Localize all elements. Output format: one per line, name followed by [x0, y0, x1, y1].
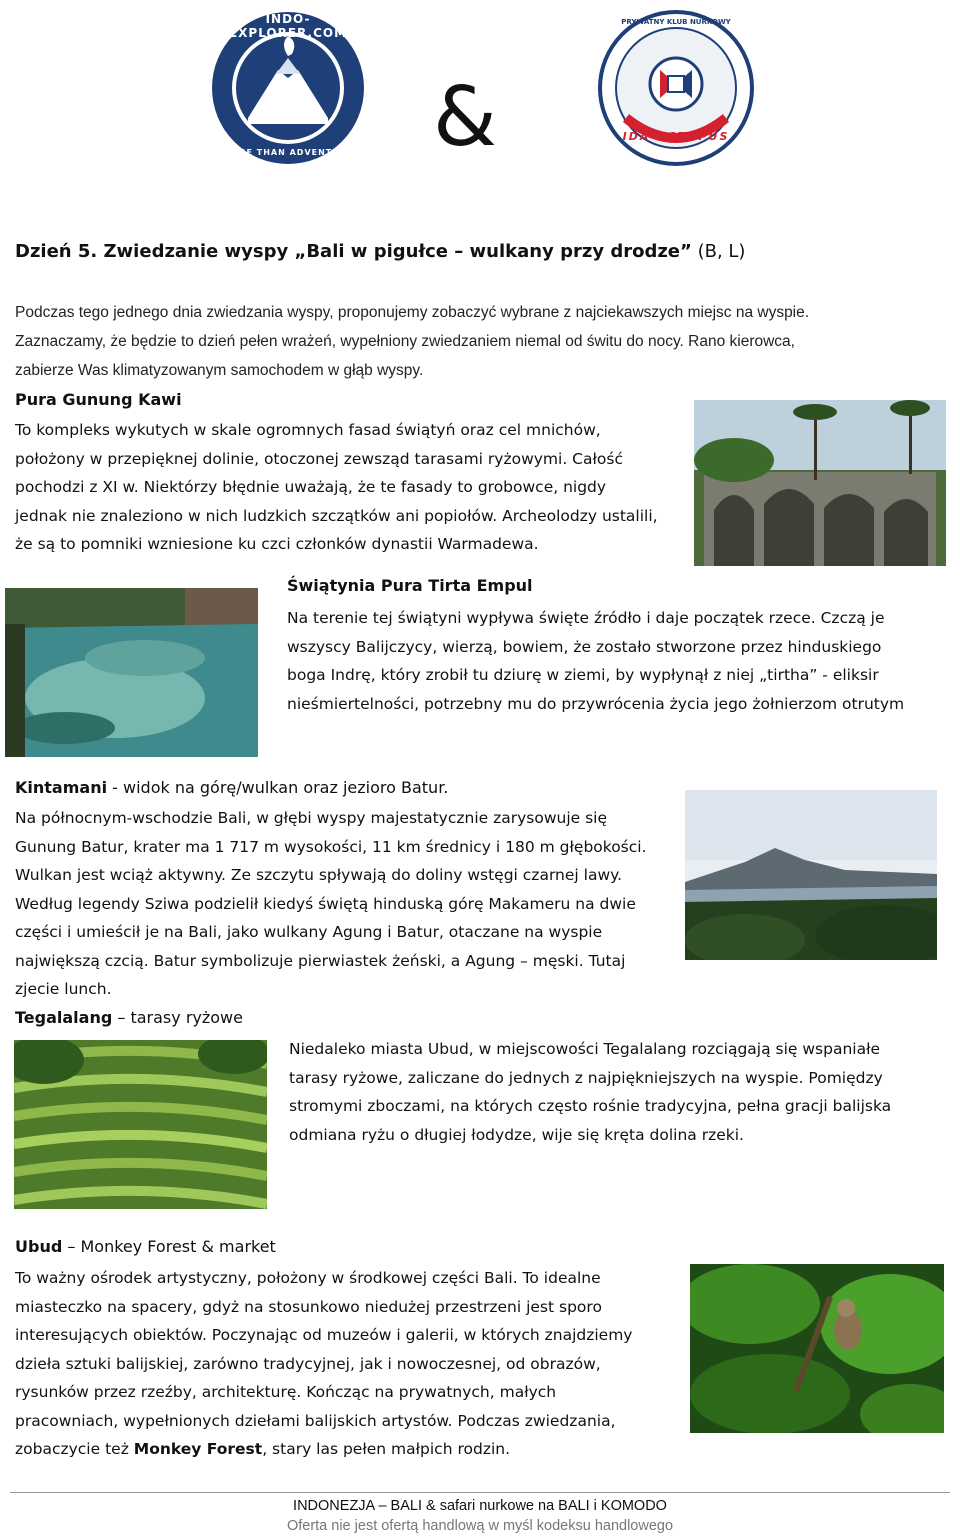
ida-octopus-logo: [596, 8, 756, 168]
footer-divider: [10, 1492, 950, 1493]
kintamani-heading: [15, 774, 448, 802]
day-title: [15, 238, 945, 266]
text-line: że są to pomniki wzniesione ku czci członków dynastii Warmadewa.: [15, 535, 539, 553]
text-line: zjecie lunch.: [15, 980, 112, 998]
ubud-heading-rest: – Monkey Forest & market: [62, 1237, 276, 1256]
intro-line: Zaznaczamy, że będzie to dzień pełen wrażeń, wypełniony zwiedzaniem niemal od świtu do nocy. Rano kierowca,: [15, 333, 795, 350]
text-line: wszyscy Balijczycy, wierzą, bowiem, że zostało stworzone przez hinduskiego: [287, 637, 882, 656]
day-title-text: Dzień 5. Zwiedzanie wyspy „Bali w pigułce – wulkany przy drodze”: [15, 241, 692, 262]
intro-paragraph: [15, 298, 960, 385]
gunung-kawi-heading: Pura Gunung Kawi: [15, 390, 182, 409]
text-line: miasteczko na spacery, gdyż na stosunkowo niedużej przestrzeni jest sporo: [15, 1297, 602, 1316]
text-line: pracowniach, wypełnionych dziełami balijskich artystów. Podczas zwiedzania,: [15, 1411, 616, 1430]
text-line: odmiana ryżu o długiej łodydze, wije się kręta dolina rzeki.: [289, 1125, 744, 1144]
text-line: Na terenie tej świątyni wypływa święte źródło i daje początek rzece. Czczą je: [287, 609, 885, 627]
ubud-heading-bold: Ubud: [15, 1237, 63, 1256]
ida-octopus-logo-top-text: PRYWATNY KLUB NURKOWY: [621, 18, 731, 26]
text-line: dzieła sztuki balijskiej, zarówno tradycyjnej, jak i nowoczesnej, od obrazów,: [15, 1354, 601, 1373]
kintamani-heading-rest: - widok na górę/wulkan oraz jezioro Batur.: [107, 778, 449, 797]
text-line: Wulkan jest wciąż aktywny. Ze szczytu spływają do doliny wstęgi czarnej lawy.: [15, 866, 623, 884]
gunung-kawi-text: [15, 416, 695, 559]
text-line: położony w przepięknej dolinie, otoczonej zewsząd tarasami ryżowymi. Całość: [15, 449, 623, 468]
indo-explorer-logo-tagline: MORE THAN ADVENTURE: [222, 148, 354, 157]
text-line: Według legendy Sziwa podzielił kiedyś świętą hinduską górę Makameru na dwie: [15, 894, 636, 913]
tirta-empul-text: [287, 604, 959, 718]
text-line: boga Indrę, który zrobił tu dziurę w ziemi, by wypłynął z niej „tirtha” - eliksir: [287, 666, 879, 684]
text-line: To ważny ośrodek artystyczny, położony w środkowej części Bali. To idealne: [15, 1269, 601, 1287]
kintamani-heading-bold: Kintamani: [15, 778, 108, 797]
ida-octopus-logo-name: IDA OCTOPUS: [622, 130, 730, 143]
kintamani-text: [15, 804, 687, 1004]
text-line: jednak nie znaleziono w nich ludzkich szczątków ani popiołów. Archeolodzy ustalili,: [15, 506, 658, 525]
text-line: tarasy ryżowe, zaliczane do jednych z najpiękniejszych na wyspie. Pomiędzy: [289, 1068, 883, 1087]
text-line: stromymi zboczami, na których często rośnie tradycyjna, pełna gracji balijska: [289, 1097, 892, 1115]
text-line: części i umieścił je na Bali, jako wulkany Agung i Batur, otaczane na wyspie: [15, 923, 603, 941]
kintamani-photo: [685, 790, 937, 960]
text-line: pochodzi z XI w. Niektórzy błędnie uważają, że te fasady to grobowce, nigdy: [15, 478, 607, 496]
text-line: Niedaleko miasta Ubud, w miejscowości Tegalalang rozciągają się wspaniałe: [289, 1040, 881, 1058]
tegalalang-photo: [14, 1040, 267, 1209]
tirta-empul-heading: Świątynia Pura Tirta Empul: [287, 576, 533, 595]
monkey-forest-bold: Monkey Forest: [133, 1440, 263, 1458]
tegalalang-heading-bold: Tegalalang: [15, 1008, 113, 1027]
tegalalang-heading-rest: – tarasy ryżowe: [112, 1008, 243, 1027]
gunung-kawi-photo: [694, 400, 946, 566]
footer-line-2: Oferta nie jest ofertą handlową w myśl kodeksu handlowego: [286, 1518, 674, 1534]
ubud-text: [15, 1264, 685, 1464]
ubud-last-line-end: , stary las pełen małpich rodzin.: [262, 1440, 511, 1458]
intro-line: Podczas tego jednego dnia zwiedzania wyspy, proponujemy zobaczyć wybrane z najciekawszych miejsc na wyspie.: [15, 304, 810, 321]
text-line: Na północnym-wschodzie Bali, w głębi wyspy majestatycznie zarysowuje się: [15, 809, 608, 827]
day-meals: (B, L): [697, 241, 746, 262]
text-line: To kompleks wykutych w skale ogromnych fasad świątyń oraz cel mnichów,: [15, 421, 601, 439]
text-line: Gunung Batur, krater ma 1 717 m wysokości, 11 km średnicy i 180 m głębokości.: [15, 837, 647, 856]
indo-explorer-logo: [208, 8, 368, 168]
ubud-last-line-start: zobaczycie też: [15, 1440, 134, 1458]
intro-line: zabierze Was klimatyzowanym samochodem w głąb wyspy.: [15, 362, 424, 379]
footer-line-1: INDONEZJA – BALI & safari nurkowe na BALI i KOMODO: [293, 1498, 667, 1514]
text-line: rysunków przez rzeźby, architekturę. Kończąc na prywatnych, małych: [15, 1383, 557, 1401]
ampersand: &: [433, 70, 497, 165]
text-line: interesujących obiektów. Poczynając od muzeów i galerii, w których znajdziemy: [15, 1326, 633, 1344]
tegalalang-text: [289, 1035, 959, 1149]
tirta-empul-photo: [5, 588, 258, 757]
indo-explorer-logo-text: INDO-EXPLORER.COM: [228, 12, 348, 40]
text-line: największą czcią. Batur symbolizuje pierwiastek żeński, a Agung – męski. Tutaj: [15, 951, 626, 970]
ubud-heading: [15, 1233, 276, 1261]
text-line: nieśmiertelności, potrzebny mu do przywrócenia życia jego żołnierzom otrutym: [287, 694, 905, 713]
monkey-forest-photo: [690, 1264, 944, 1433]
text-line: [15, 1435, 685, 1464]
tegalalang-heading: [15, 1004, 243, 1032]
